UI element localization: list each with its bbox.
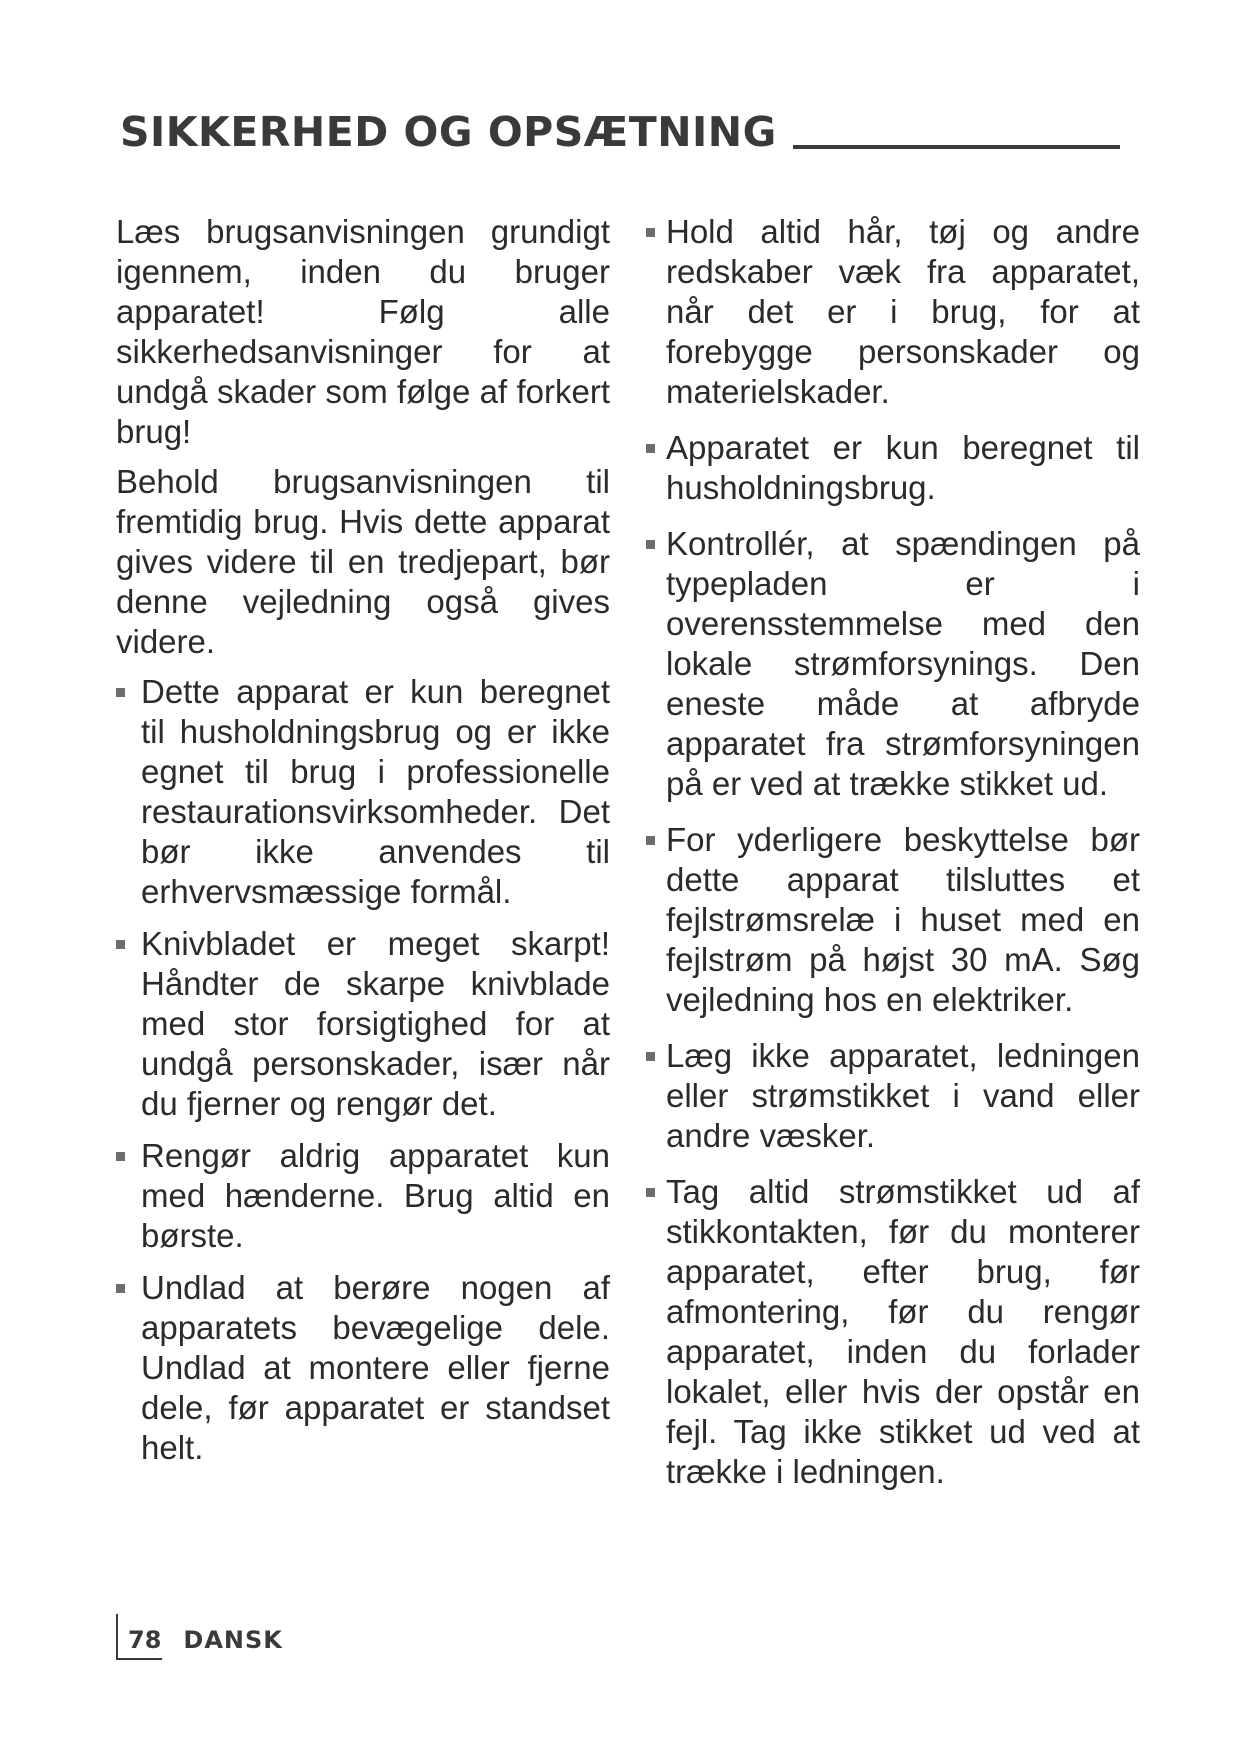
list-item bbox=[646, 524, 1140, 804]
square-bullet-icon bbox=[646, 444, 655, 453]
intro-paragraph: Læs brugsanvisningen grundigt igennem, inden du bruger apparatet! Følg alle sikkerhedsanvisninger for at undgå skader som følge af forkert brug! bbox=[116, 213, 610, 450]
list-item-text: Læg ikke apparatet, ledningen eller strømstikket i vand eller andre væsker. bbox=[666, 1037, 1140, 1154]
list-item-text: Tag altid strømstikket ud af stikkontakten, før du monterer apparatet, efter brug, før afmontering, før du rengør apparatet, inden du forlader lokalet, eller hvis der opstår en fejl. Tag ikke stikket ud ved at trække i ledningen. bbox=[666, 1173, 1140, 1490]
list-item bbox=[646, 212, 1140, 412]
list-item bbox=[116, 924, 610, 1124]
list-item-text: Kontrollér, at spændingen på typepladen er i overensstemmelse med den lokale strømforsynings. Den eneste måde at afbryde apparatet fra strømforsyningen på er ved at trække stikket ud. bbox=[666, 525, 1140, 802]
footer-rule bbox=[116, 1614, 118, 1660]
square-bullet-icon bbox=[646, 228, 655, 237]
list-item-text: Rengør aldrig apparatet kun med hænderne. Brug altid en børste. bbox=[141, 1137, 610, 1254]
page-header bbox=[120, 108, 1120, 156]
list-item bbox=[646, 820, 1140, 1020]
square-bullet-icon bbox=[646, 1188, 655, 1197]
page-title: SIKKERHED OG OPSÆTNING bbox=[120, 108, 777, 156]
square-bullet-icon bbox=[646, 540, 655, 549]
list-item bbox=[116, 1136, 610, 1256]
header-rule bbox=[793, 145, 1120, 149]
page-footer bbox=[116, 1614, 283, 1654]
safety-list bbox=[646, 212, 1140, 1492]
list-item-text: Apparatet er kun beregnet til husholdningsbrug. bbox=[666, 429, 1140, 506]
list-item bbox=[646, 1036, 1140, 1156]
square-bullet-icon bbox=[116, 688, 125, 697]
footer-underline bbox=[116, 1658, 162, 1660]
list-item bbox=[116, 672, 610, 912]
list-item-text: Dette apparat er kun beregnet til husholdningsbrug og er ikke egnet til brug i professionelle restaurationsvirksomheder. Det bør ikke anvendes til erhvervsmæssige formål. bbox=[141, 673, 610, 910]
square-bullet-icon bbox=[116, 1284, 125, 1293]
page-number: 78 bbox=[128, 1626, 162, 1654]
list-item-text: For yderligere beskyttelse bør dette apparat tilsluttes et fejlstrømsrelæ i huset med en fejlstrøm på højst 30 mA. Søg vejledning hos en elektriker. bbox=[666, 821, 1140, 1018]
list-item bbox=[116, 1268, 610, 1468]
square-bullet-icon bbox=[116, 1152, 125, 1161]
list-item-text: Undlad at berøre nogen af apparatets bevægelige dele. Undlad at montere eller fjerne dele, før apparatet er standset helt. bbox=[141, 1269, 610, 1466]
list-item-text: Hold altid hår, tøj og andre redskaber væk fra apparatet, når det er i brug, for at forebygge personskader og materielskader. bbox=[666, 213, 1140, 410]
square-bullet-icon bbox=[646, 1052, 655, 1061]
safety-list bbox=[116, 672, 610, 1468]
intro-paragraph: Behold brugsanvisningen til fremtidig brug. Hvis dette apparat gives videre til en tredjepart, bør denne vejledning også gives videre. bbox=[116, 463, 610, 660]
list-item bbox=[646, 428, 1140, 508]
left-column bbox=[116, 212, 610, 1480]
square-bullet-icon bbox=[116, 940, 125, 949]
list-item bbox=[646, 1172, 1140, 1492]
square-bullet-icon bbox=[646, 836, 655, 845]
list-item-text: Knivbladet er meget skarpt! Håndter de skarpe knivblade med stor forsigtighed for at undgå personskader, især når du fjerner og rengør det. bbox=[141, 925, 610, 1122]
right-column bbox=[646, 212, 1140, 1508]
language-label: DANSK bbox=[183, 1626, 283, 1654]
